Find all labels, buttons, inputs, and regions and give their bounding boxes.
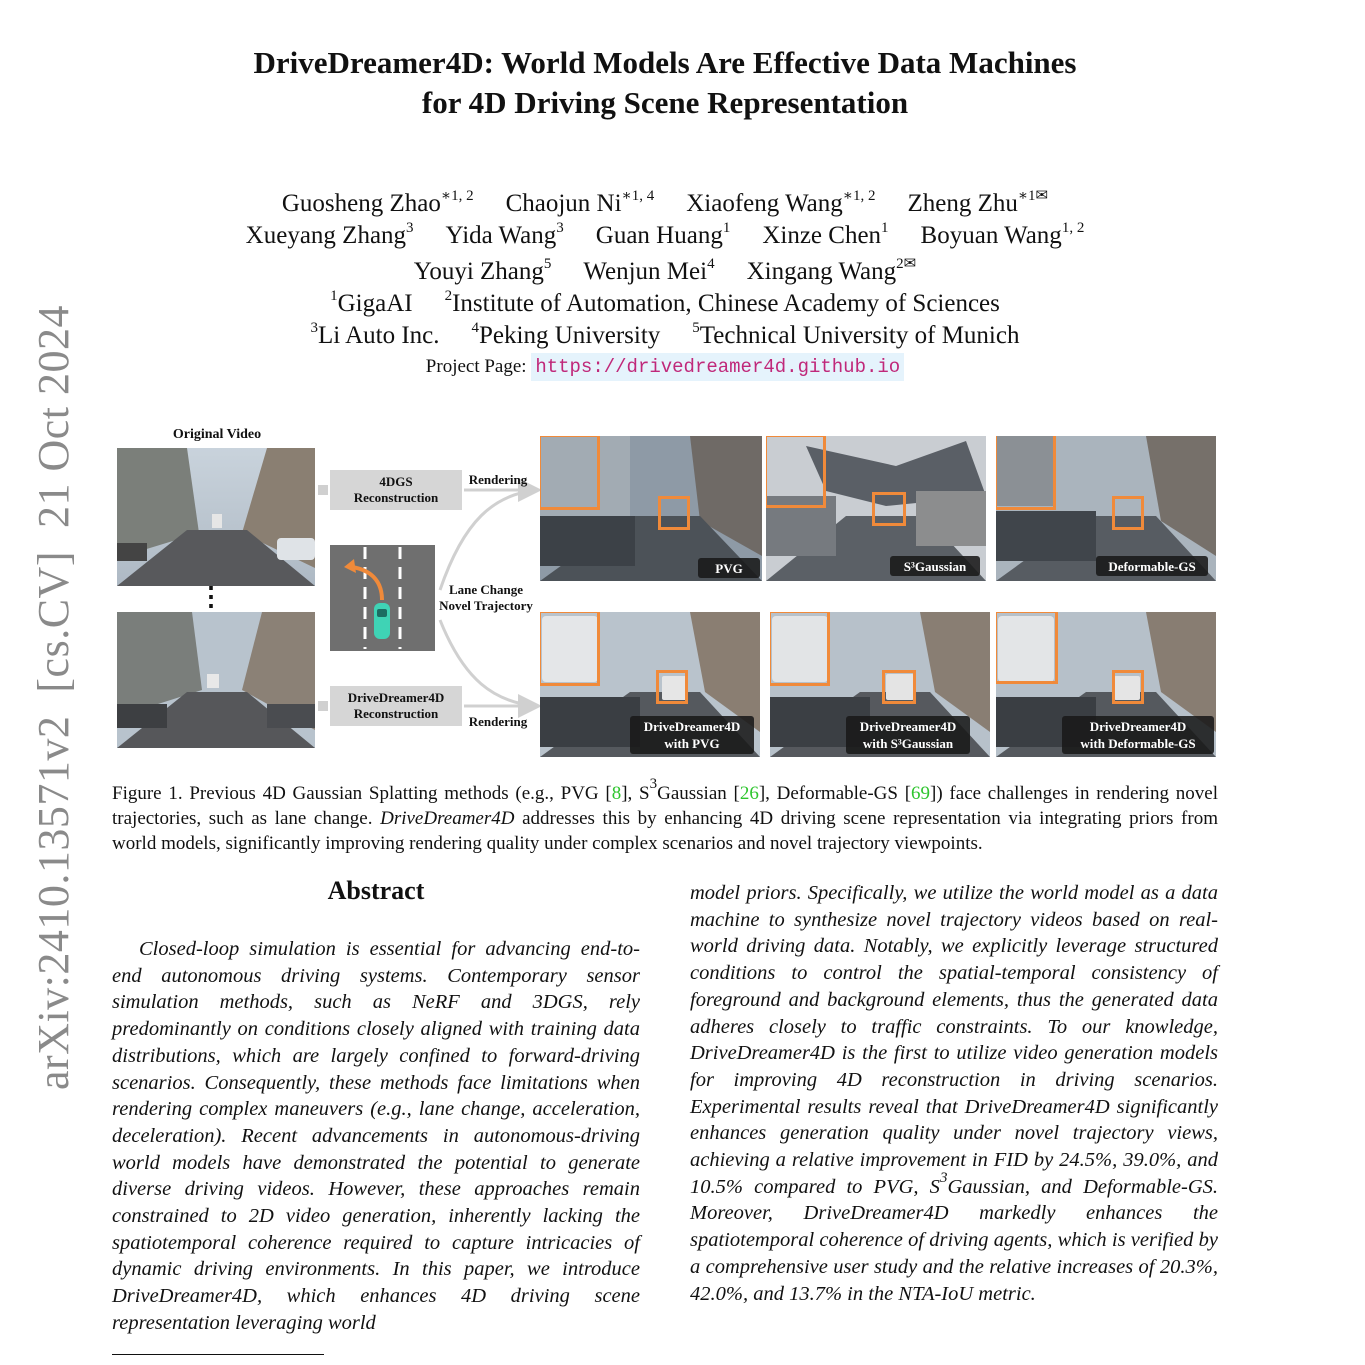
highlight-box-small xyxy=(1112,496,1144,530)
abstract-paragraph-left: Closed-loop simulation is essential for advancing end-to-end autonomous driving systems. Contemporary sensor simulation methods, such as NeRF and 3DGS, rely predominantly on conditions closely aligned with training data distributions, which are largely confined to forward-driving scenarios. Consequently, these methods face limitations when rendering complex maneuvers (e.g., lane change, acceleration, deceleration). Recent advancements in autonomous-driving world models have demonstrated the potential to generate diverse driving videos. However, these approaches remain constrained to 2D video generation, inherently lacking the spatiotemporal coherence required to capture intricacies of dynamic driving environments. In this paper, we introduce DriveDreamer4D, which enhances 4D driving scene representation leveraging world xyxy=(112,938,640,1334)
badge-deformable-gs: Deformable-GS xyxy=(1096,556,1208,576)
author-name-text: Zheng Zhu xyxy=(907,190,1018,217)
highlight-box-small xyxy=(882,670,916,704)
author-name xyxy=(921,222,1085,250)
affiliation-name: Li Auto Inc. xyxy=(318,322,440,349)
render-deformable-gs xyxy=(996,436,1216,581)
highlight-box-small xyxy=(658,496,690,530)
caption-superscript: 3 xyxy=(649,776,658,792)
author-name-text: Xiaofeng Wang xyxy=(686,190,843,217)
highlight-box-large xyxy=(540,612,600,686)
author-affiliation-marker: ∗1, 4 xyxy=(621,188,655,204)
author-affiliation-marker: ∗1, 2 xyxy=(440,188,474,204)
author-affiliation-marker: 3 xyxy=(406,220,414,236)
author-affiliation-marker: 1 xyxy=(722,220,731,236)
figure-caption xyxy=(112,776,1218,856)
caption-text: Figure 1. Previous 4D Gaussian Splatting methods (e.g., PVG [ xyxy=(112,783,612,804)
author-name xyxy=(282,190,474,218)
author-name-text: Wenjun Mei xyxy=(583,258,708,285)
author-affiliation-marker: 1, 2 xyxy=(1061,220,1085,236)
citation-link[interactable]: 8 xyxy=(611,783,622,804)
highlight-box-small xyxy=(1112,670,1144,704)
author-affiliation-marker: 3 xyxy=(556,220,564,236)
badge-dd4d-deformable-gs: DriveDreamer4D with Deformable-GS xyxy=(1062,716,1214,754)
affiliation-marker: 3 xyxy=(310,320,319,336)
affiliation-name: Technical University of Munich xyxy=(699,322,1020,349)
affiliation xyxy=(311,322,440,350)
caption-text: ]) face challenges in rendering novel trajectories, such as lane change. xyxy=(112,783,1218,829)
affiliation xyxy=(330,290,412,318)
footnote-rule xyxy=(112,1354,324,1355)
highlight-box-large xyxy=(996,612,1058,684)
caption-text: ], Deformable-GS [ xyxy=(758,783,912,804)
affiliation-marker: 1 xyxy=(330,288,338,304)
original-frame-bottom xyxy=(117,612,315,748)
author-name xyxy=(246,222,414,250)
author-affiliation-marker: ∗1✉ xyxy=(1017,188,1049,204)
dd4d-reconstruction-label: DriveDreamer4D Reconstruction xyxy=(347,690,445,721)
highlight-box-large xyxy=(996,436,1056,510)
author-name-text: Chaojun Ni xyxy=(505,190,622,217)
author-name-text: Guosheng Zhao xyxy=(281,190,441,217)
caption-text: ], S xyxy=(621,783,650,804)
abstract-superscript: 3 xyxy=(939,1169,948,1186)
affiliation xyxy=(445,290,1000,318)
author-name xyxy=(414,258,552,286)
citation-link[interactable]: 26 xyxy=(739,783,759,804)
highlight-box-large xyxy=(540,436,600,510)
author-name xyxy=(446,222,564,250)
author-name-text: Yida Wang xyxy=(445,222,557,249)
arxiv-stamp: arXiv:2410.13571v2 [cs.CV] 21 Oct 2024 xyxy=(29,304,78,1090)
affiliation-marker: 2 xyxy=(444,288,453,304)
paper-title-line-1: DriveDreamer4D: World Models Are Effective Data Machines xyxy=(253,45,1077,80)
rendering-label-bottom: Rendering xyxy=(468,714,528,729)
project-page-label: Project Page: xyxy=(425,356,527,377)
rendering-label-top: Rendering xyxy=(468,472,528,487)
abstract-heading: Abstract xyxy=(327,876,425,905)
affiliation-marker: 5 xyxy=(692,320,700,336)
highlight-box-large xyxy=(766,436,826,508)
author-affiliation-marker: 4 xyxy=(707,256,715,272)
badge-pvg: PVG xyxy=(698,558,760,578)
author-name xyxy=(583,258,714,286)
highlight-box-small xyxy=(872,492,906,526)
badge-dd4d-s3gaussian: DriveDreamer4D with S³Gaussian xyxy=(846,716,970,754)
affiliation-name: Peking University xyxy=(479,322,661,349)
author-name xyxy=(762,222,888,250)
authors-row-3 xyxy=(0,258,1330,286)
author-name-text: Xingang Wang xyxy=(746,258,897,285)
affiliations-row-1 xyxy=(0,290,1330,318)
author-name xyxy=(907,190,1048,218)
author-name xyxy=(506,190,655,218)
author-affiliation-marker: 1 xyxy=(881,220,889,236)
caption-text: addresses this by enhancing 4D driving scene representation via integrating priors from world models, significantly improving rendering quality under complex scenarios and novel trajectory viewpoints. xyxy=(112,808,1218,854)
original-video-label: Original Video xyxy=(172,427,262,442)
render-dd4d-s3gaussian xyxy=(770,612,990,757)
author-affiliation-marker: 5 xyxy=(543,256,552,272)
affiliation-name: Institute of Automation, Chinese Academy of Sciences xyxy=(452,290,1000,317)
caption-text: Gaussian [ xyxy=(657,783,740,804)
affiliation-name: GigaAI xyxy=(337,290,413,317)
author-name-text: Youyi Zhang xyxy=(413,258,544,285)
author-name-text: Xueyang Zhang xyxy=(245,222,407,249)
author-name-text: Boyuan Wang xyxy=(920,222,1062,249)
abstract-text: model priors. Specifically, we utilize the world model as a data machine to synthesize novel trajectory videos based on real-world driving data. Notably, we explicitly leverage structured conditions to control the spatial-temporal consistency of foreground and background elements, thus the generated data adheres closely to traffic constraints. To our knowledge, DriveDreamer4D is the first to utilize video generation models for improving 4D reconstruction in driving scenarios. Experimental results reveal that DriveDreamer4D significantly enhances generation quality under novel trajectory views, achieving a relative improvement in FID by 24.5%, 39.0%, and 10.5% compared to PVG, S xyxy=(690,882,1218,1198)
render-pvg xyxy=(540,436,762,581)
lane-change-text: Lane Change Novel Trajectory xyxy=(439,582,533,613)
author-name xyxy=(686,190,875,218)
authors-row-2 xyxy=(0,222,1330,250)
highlight-box-large xyxy=(770,612,830,686)
author-name-text: Xinze Chen xyxy=(762,222,882,249)
author-name xyxy=(596,222,731,250)
lane-change-diagram xyxy=(330,545,435,651)
frames-ellipsis: ⋮ xyxy=(198,582,224,611)
authors-row-1 xyxy=(0,190,1330,218)
project-page xyxy=(0,356,1330,378)
render-dd4d-pvg xyxy=(540,612,760,757)
original-frame-top xyxy=(117,448,315,586)
render-s3gaussian xyxy=(766,436,986,581)
affiliation-marker: 4 xyxy=(471,320,480,336)
author-name-text: Guan Huang xyxy=(595,222,723,249)
affiliation xyxy=(472,322,661,350)
highlight-box-small xyxy=(656,670,688,704)
author-affiliation-marker: ∗1, 2 xyxy=(842,188,876,204)
author-name xyxy=(747,258,917,286)
citation-link[interactable]: 69 xyxy=(911,783,931,804)
author-affiliation-marker: 2✉ xyxy=(896,256,917,272)
badge-s3gaussian: S³Gaussian xyxy=(890,556,980,576)
badge-dd4d-pvg: DriveDreamer4D with PVG xyxy=(630,716,754,754)
affiliation xyxy=(692,322,1019,350)
paper-title-line-2: for 4D Driving Scene Representation xyxy=(421,85,909,120)
caption-method-name: DriveDreamer4D xyxy=(380,808,515,829)
abstract-text: Gaussian, and Deformable-GS. Moreover, DriveDreamer4D markedly enhances the spatiotemporal coherence of driving agents, which is verified by a comprehensive user study and the relative increases of 20.3%, 42.0%, and 13.7% in the NTA-IoU metric. xyxy=(690,1175,1218,1305)
render-dd4d-deformable-gs xyxy=(996,612,1216,757)
4dgs-reconstruction-label: 4DGS Reconstruction xyxy=(353,474,439,505)
abstract-paragraph-right xyxy=(690,880,1218,1307)
affiliations-row-2 xyxy=(0,322,1330,350)
lane-change-label xyxy=(434,582,538,614)
project-page-link[interactable]: https://drivedreamer4d.github.io xyxy=(531,353,904,381)
